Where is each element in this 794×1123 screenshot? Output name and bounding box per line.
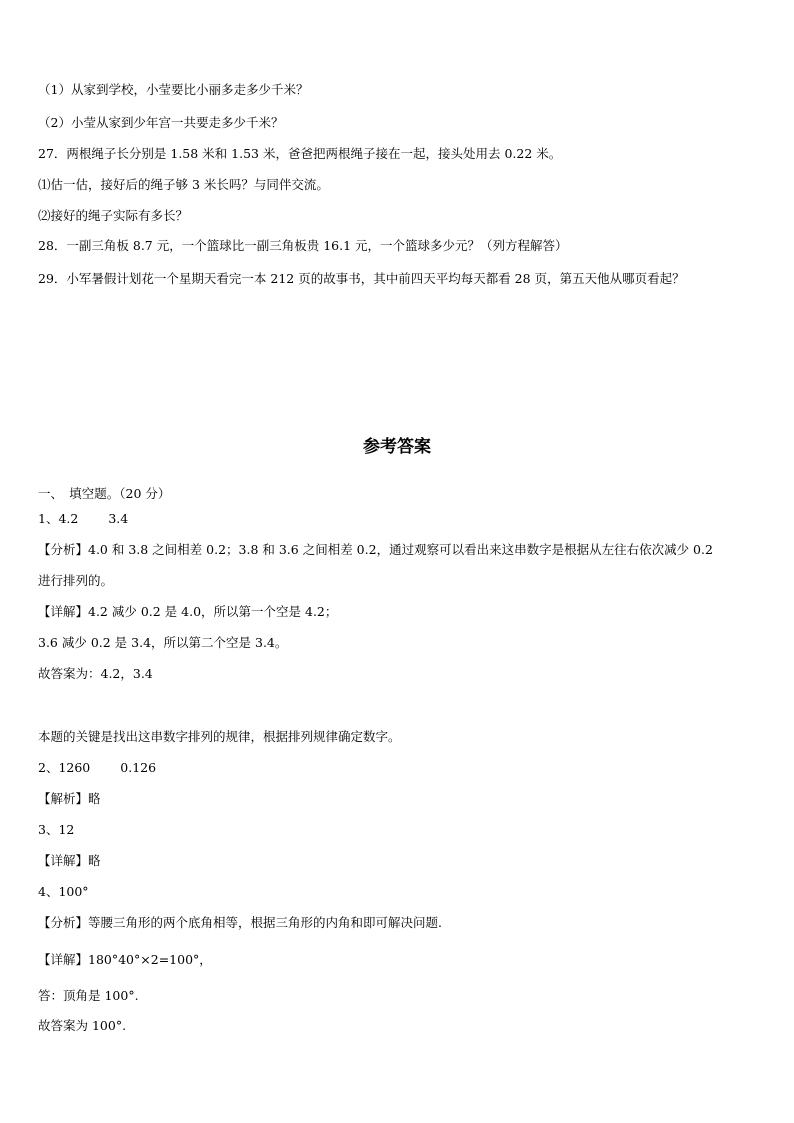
section-heading: 一、 填空题。（20 分） (38, 486, 171, 501)
question-26-part-1: （1）从家到学校，小莹要比小丽多走多少千米？ (38, 82, 309, 97)
answer-4-analysis: 【分析】等腰三角形的两个底角相等，根据三角形的内角和即可解决问题. (38, 915, 442, 930)
question-28: 28．一副三角板 8.7 元，一个篮球比一副三角板贵 16.1 元，一个篮球多少元？（列方程解答） (38, 238, 568, 253)
answer-1-detail-line-2: 3.6 减少 0.2 是 3.4，所以第二个空是 3.4。 (38, 635, 288, 650)
answer-1-final: 故答案为：4.2，3.4 (38, 666, 153, 681)
answers-title: 参考答案 (363, 437, 431, 457)
answer-1-analysis-line-2: 进行排列的。 (38, 573, 114, 588)
answer-4-final: 故答案为 100°. (38, 1018, 127, 1033)
question-29: 29．小军暑假计划花一个星期天看完一本 212 页的故事书，其中前四天平均每天都看 28 页，第五天他从哪页看起？ (38, 271, 685, 286)
answer-2 (38, 760, 156, 776)
answer-2-value-2: 0.126 (120, 760, 157, 775)
answer-1-analysis-line-1: 【分析】4.0 和 3.8 之间相差 0.2；3.8 和 3.6 之间相差 0.2，通过观察可以看出来这串数字是根据从左往右依次减少 0.2 (38, 542, 713, 557)
answer-1-key-point: 本题的关键是找出这串数字排列的规律，根据排列规律确定数字。 (38, 729, 401, 744)
answer-4-answer: 答：顶角是 100°. (38, 988, 139, 1003)
answer-3: 3、12 (38, 822, 75, 837)
answer-4-detail: 【详解】180°40°×2=100°， (38, 952, 212, 967)
answer-1-value-2: 3.4 (108, 511, 129, 526)
answer-1-value-1: 1、4.2 (38, 511, 79, 526)
answer-1-detail-line-1: 【详解】4.2 减少 0.2 是 4.0，所以第一个空是 4.2； (38, 604, 338, 619)
answer-2-value-1: 2、1260 (38, 760, 91, 775)
question-26-part-2: （2）小莹从家到少年宫一共要走多少千米？ (38, 115, 284, 130)
answer-2-analysis: 【解析】略 (38, 791, 101, 806)
answer-1 (38, 511, 128, 527)
answer-3-detail: 【详解】略 (38, 853, 101, 868)
question-27-part-2: ⑵接好的绳子实际有多长？ (38, 208, 189, 223)
answer-4: 4、100° (38, 884, 89, 899)
question-27-part-1: ⑴估一估，接好后的绳子够 3 米长吗？与同伴交流。 (38, 177, 329, 192)
question-27: 27．两根绳子长分别是 1.58 米和 1.53 米，爸爸把两根绳子接在一起，接头处用去 0.22 米。 (38, 146, 562, 161)
